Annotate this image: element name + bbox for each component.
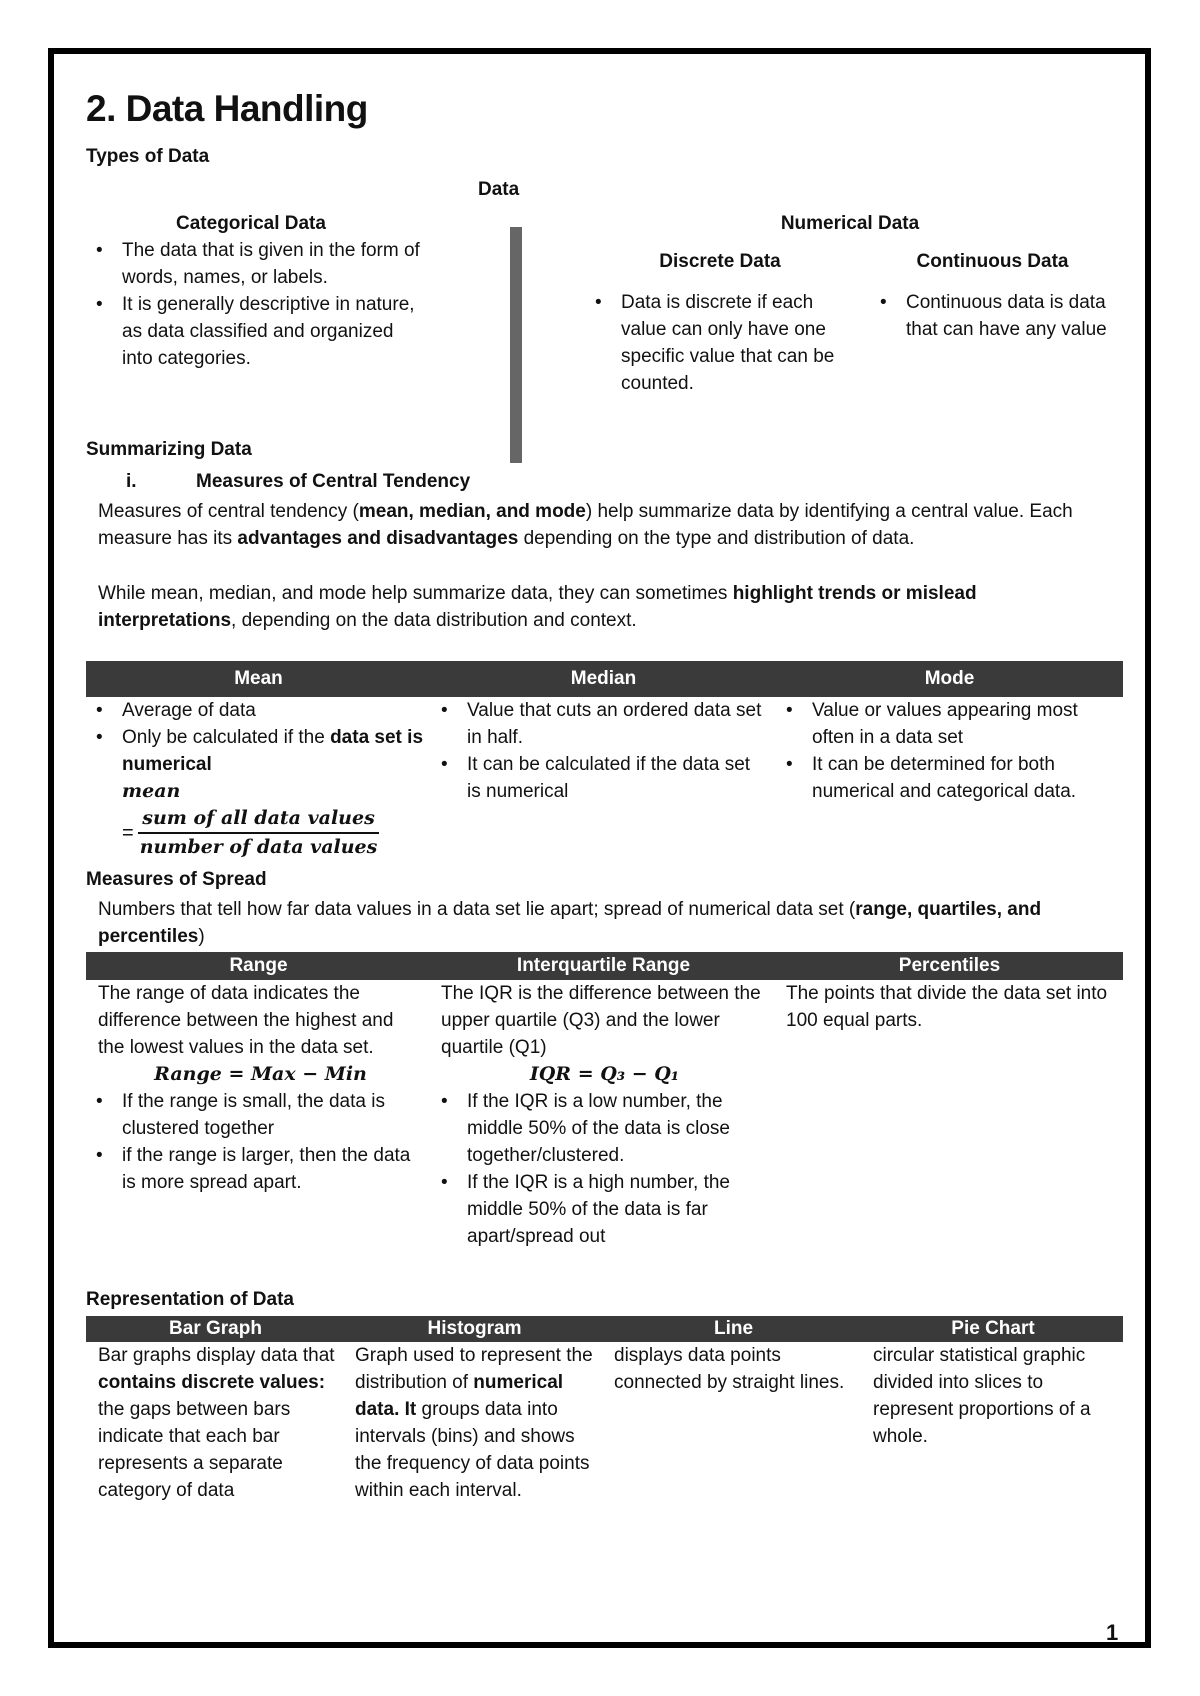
continuous-list	[870, 289, 1110, 343]
numerical-heading: Numerical Data	[780, 213, 920, 234]
spread-table	[86, 952, 1123, 1250]
list-item: • It can be determined for both numerical and categorical data.	[776, 751, 1115, 805]
table-header: Interquartile Range	[431, 952, 776, 980]
table-header: Range	[86, 952, 431, 980]
table-header: Histogram	[345, 1316, 604, 1342]
categorical-heading: Categorical Data	[176, 213, 326, 234]
iqr-cell: The IQR is the difference between the upper quartile (Q3) and the lower quartile (Q1) IQR = Q₃ − Q₁ • If the IQR is a low number, the middle 50% of the data is close together/clustered. • If the IQR is a high number, the middle 50% of the data is far apart/spread out	[431, 980, 776, 1250]
types-heading: Types of Data	[86, 146, 210, 167]
list-item: • if the range is larger, then the data is more spread apart.	[86, 1142, 423, 1196]
percentiles-cell: The points that divide the data set into 100 equal parts.	[786, 983, 1108, 1031]
list-item: • Only be calculated if the data set is numerical	[86, 724, 423, 778]
table-header: Mode	[776, 661, 1123, 697]
page-number: 1	[1106, 1620, 1119, 1645]
list-item: • If the range is small, the data is clustered together	[86, 1088, 423, 1142]
line-cell: displays data points connected by straight lines.	[614, 1345, 845, 1393]
spread-intro: Numbers that tell how far data values in a data set lie apart; spread of numerical data set (range, quartiles, and percentiles)	[98, 899, 1042, 947]
page-title: 2. Data Handling	[86, 88, 368, 129]
discrete-heading: Discrete Data	[659, 251, 781, 272]
summarizing-heading: Summarizing Data	[86, 439, 252, 460]
list-item: • Average of data	[86, 697, 423, 724]
mean-formula: mean = $\frac{\text{sum of all data values}}{\text{number of data values}}$	[122, 780, 378, 858]
table-header: Bar Graph	[86, 1316, 345, 1342]
range-formula: Range = Max − Min	[154, 1063, 367, 1085]
list-item: • If the IQR is a low number, the middle 50% of the data is close together/clustered.	[431, 1088, 768, 1169]
mode-cell	[776, 697, 1123, 861]
table-header: Percentiles	[776, 952, 1123, 980]
central-tendency-heading: Measures of Central Tendency	[196, 471, 471, 492]
central-tendency-paragraph-2: While mean, median, and mode help summarize data, they can sometimes highlight trends or mislead interpretations, depending on the data distribution and context.	[98, 583, 977, 631]
table-header: Median	[431, 661, 776, 697]
table-header: Mean	[86, 661, 431, 697]
pie-chart-cell: circular statistical graphic divided into slices to represent proportions of a whole.	[873, 1345, 1091, 1447]
data-root-label: Data	[478, 179, 520, 200]
iqr-formula: IQR = Q₃ − Q₁	[529, 1063, 680, 1085]
continuous-heading: Continuous Data	[916, 251, 1069, 272]
central-tendency-paragraph-1: Measures of central tendency (mean, median, and mode) help summarize data by identifying a central value. Each measure has its advantages and disadvantages depending on the type and distribution of data.	[98, 501, 1073, 549]
list-item: • Value that cuts an ordered data set in half.	[431, 697, 768, 751]
list-item: • The data that is given in the form of words, names, or labels.	[86, 237, 426, 291]
mean-cell	[86, 697, 431, 861]
divider-bar	[510, 227, 522, 463]
histogram-cell: Graph used to represent the distribution of numerical data. It groups data into intervals (bins) and shows the frequency of data points within each interval.	[355, 1345, 593, 1501]
list-item: • It can be calculated if the data set is numerical	[431, 751, 768, 805]
summarizing-sub-number: i.	[126, 471, 137, 492]
table-header: Pie Chart	[863, 1316, 1123, 1342]
list-item: • Data is discrete if each value can only have one specific value that can be counted.	[585, 289, 855, 397]
list-item: • If the IQR is a high number, the middle 50% of the data is far apart/spread out	[431, 1169, 768, 1250]
spread-heading: Measures of Spread	[86, 869, 267, 890]
list-item: • It is generally descriptive in nature, as data classified and organized into categories.	[86, 291, 426, 372]
representation-heading: Representation of Data	[86, 1289, 294, 1310]
representation-table	[86, 1316, 1123, 1504]
bar-graph-cell: Bar graphs display data that contains discrete values: the gaps between bars indicate that each bar represents a separate category of data	[98, 1345, 335, 1501]
categorical-list	[86, 237, 426, 372]
central-tendency-table	[86, 661, 1123, 861]
list-item: • Continuous data is data that can have any value	[870, 289, 1110, 343]
range-cell: The range of data indicates the difference between the highest and the lowest values in the data set. Range = Max − Min • If the range is small, the data is clustered together • if the range is larger, then the data is more spread apart.	[86, 980, 431, 1250]
median-cell	[431, 697, 776, 861]
discrete-list	[585, 289, 855, 397]
list-item: • Value or values appearing most often in a data set	[776, 697, 1115, 751]
table-header: Line	[604, 1316, 863, 1342]
